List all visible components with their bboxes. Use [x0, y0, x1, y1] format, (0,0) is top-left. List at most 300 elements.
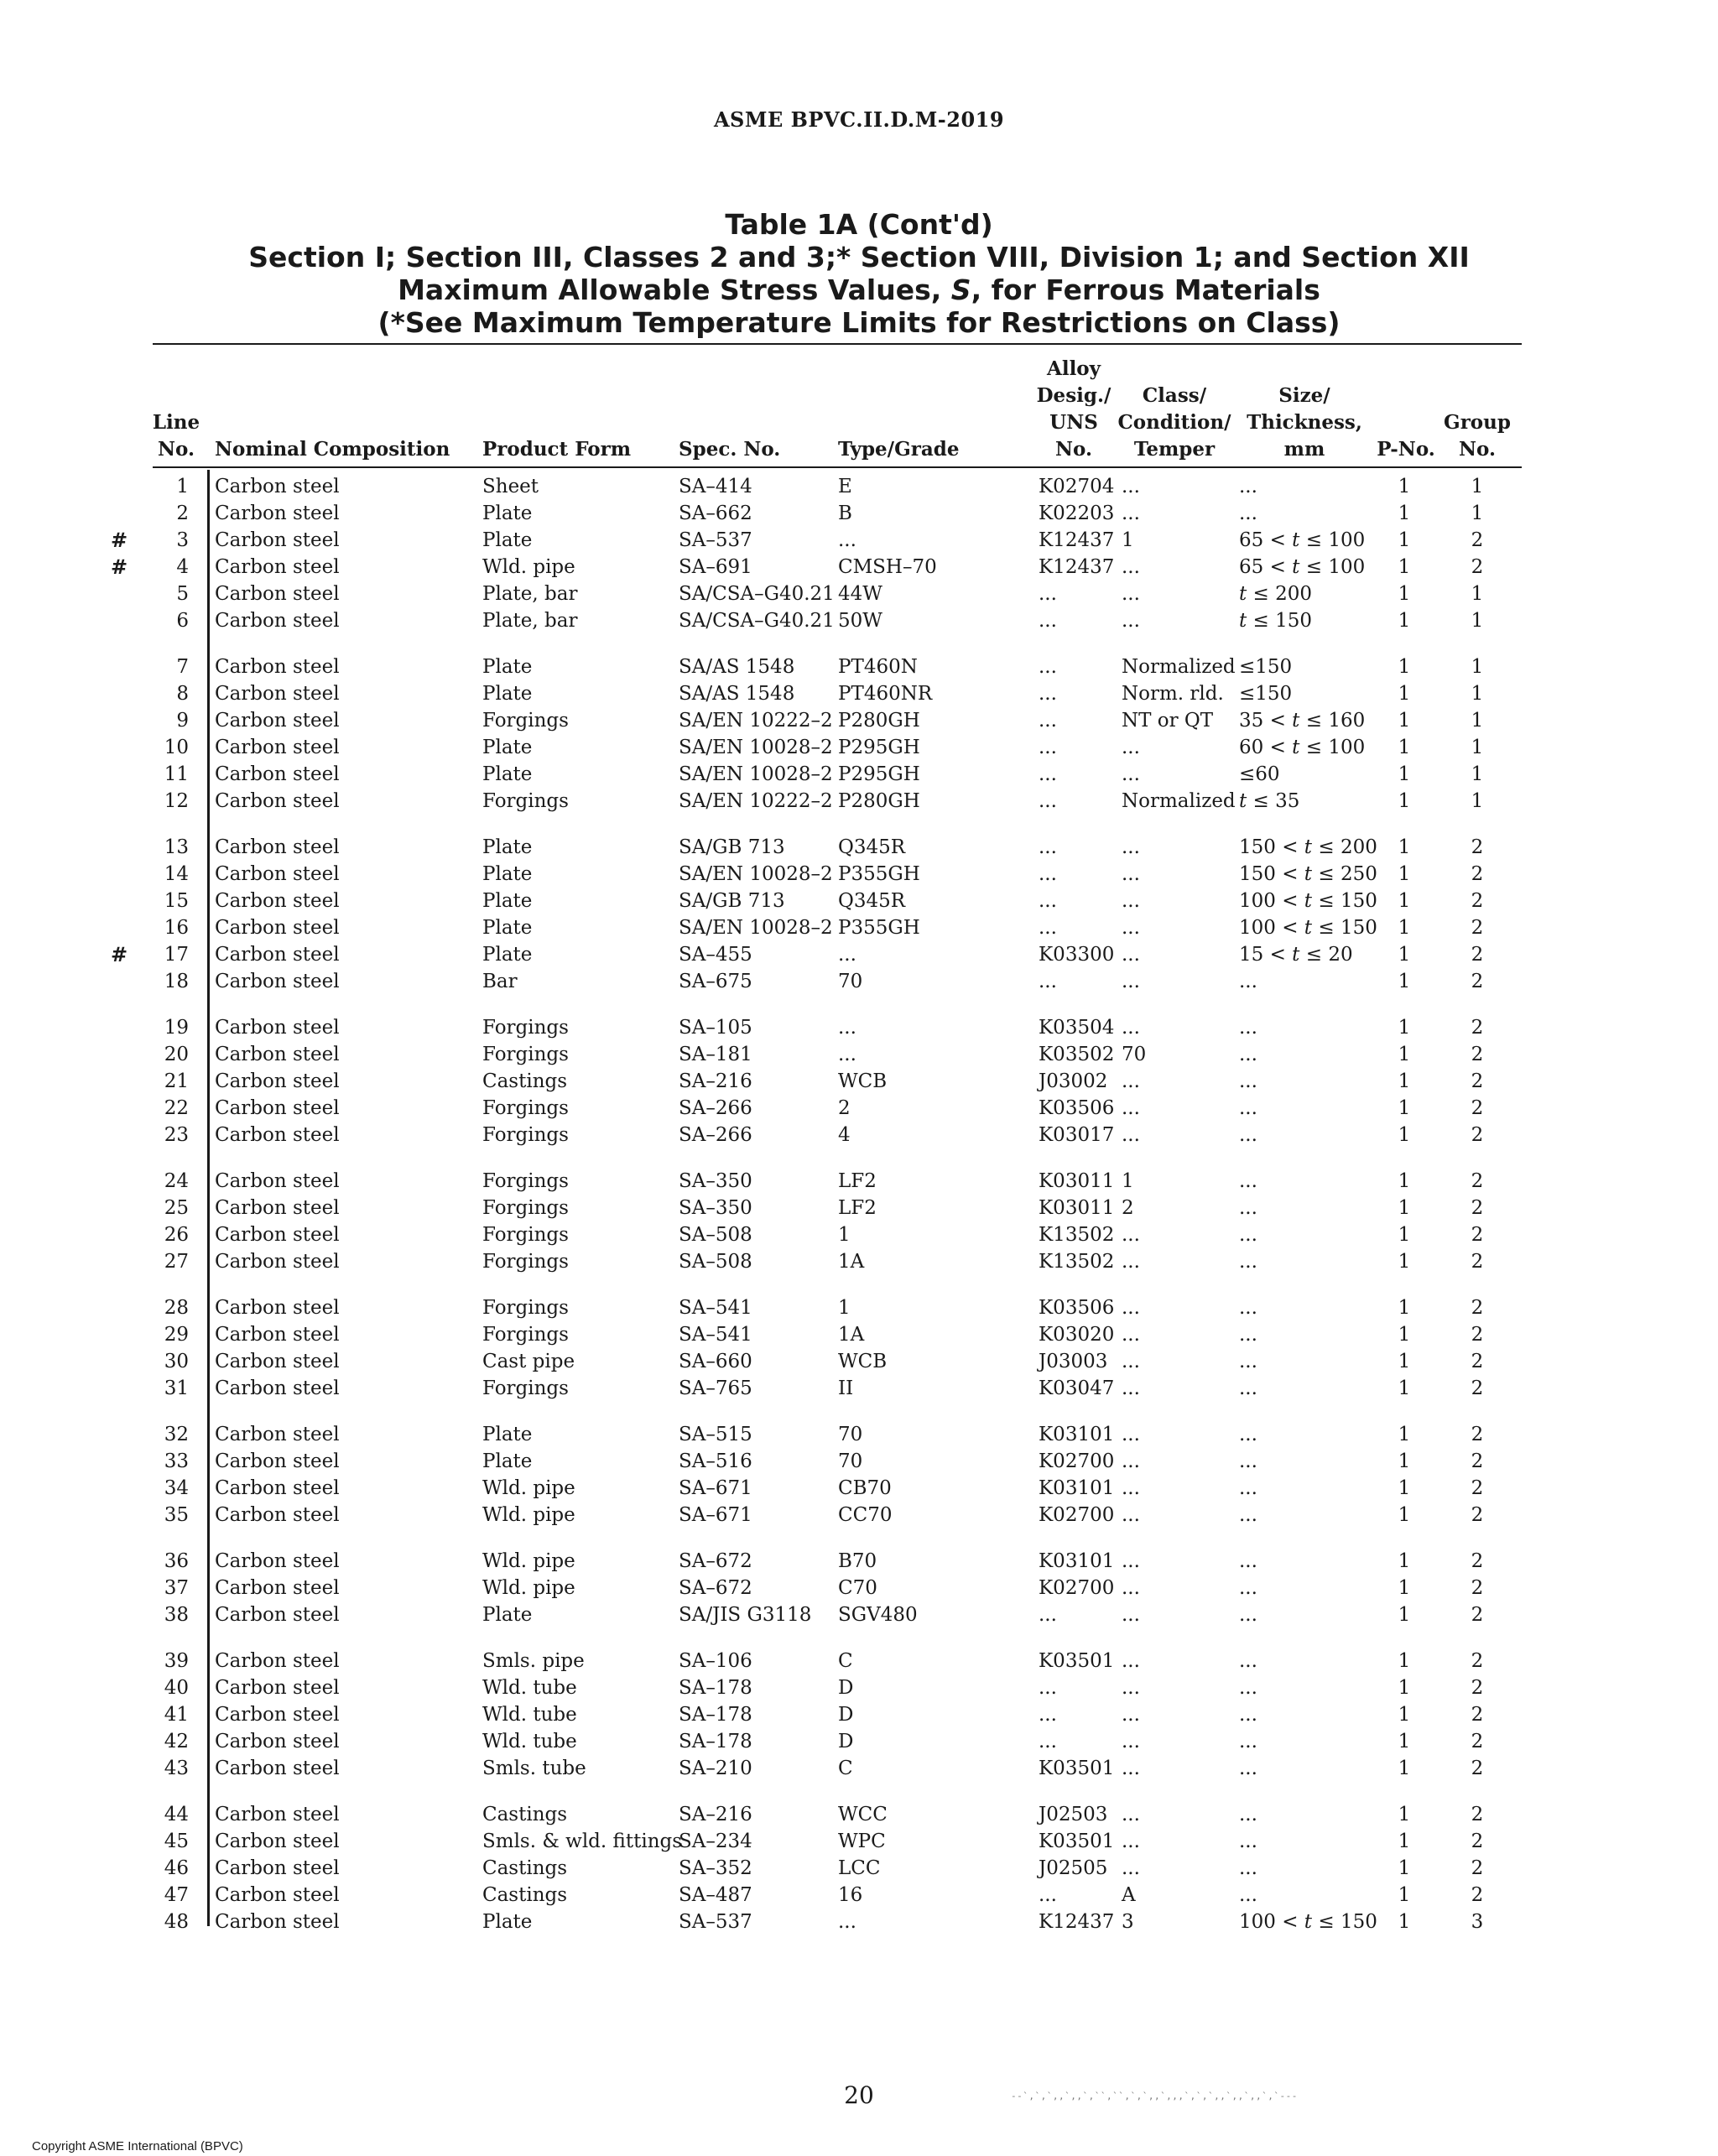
cell-nominal-composition: Carbon steel — [215, 610, 340, 632]
cell-product-form: Wld. tube — [482, 1731, 577, 1752]
cell-spec-no: SA–671 — [679, 1477, 752, 1499]
cell-nominal-composition: Carbon steel — [215, 1577, 340, 1599]
cell-nominal-composition: Carbon steel — [215, 1424, 340, 1445]
cell-product-form: Plate, bar — [482, 610, 578, 632]
table-row — [0, 1095, 1718, 1122]
cell-p-no: 1 — [1398, 1251, 1411, 1273]
cell-uns-no: K02700 — [1039, 1504, 1115, 1526]
cell-spec-no: SA–515 — [679, 1424, 752, 1445]
cell-class-condition: ... — [1122, 1324, 1140, 1346]
cell-size-thickness: ... — [1239, 1251, 1257, 1273]
cell-type-grade: P280GH — [838, 790, 920, 812]
cell-class-condition: ... — [1122, 476, 1140, 497]
cell-product-form: Sheet — [482, 476, 539, 497]
cell-nominal-composition: Carbon steel — [215, 1650, 340, 1672]
cell-size-thickness: ≤60 — [1239, 763, 1280, 785]
col-head-text: P-No. — [1377, 438, 1435, 461]
cell-product-form: Forgings — [482, 1170, 569, 1192]
cell-uns-no: K03504 — [1039, 1017, 1115, 1039]
cell-uns-no: ... — [1039, 971, 1057, 992]
cell-group-no: 2 — [1471, 1650, 1484, 1672]
cell-type-grade: Q345R — [838, 890, 906, 912]
cell-p-no: 1 — [1398, 1857, 1411, 1879]
cell-line-no: 18 — [164, 971, 189, 992]
table-row — [0, 834, 1718, 861]
cell-uns-no: ... — [1039, 737, 1057, 758]
cell-spec-no: SA/EN 10028–2 — [679, 917, 833, 939]
cell-product-form: Plate — [482, 529, 533, 551]
cell-product-form: Plate — [482, 1450, 533, 1472]
cell-type-grade: SGV480 — [838, 1604, 918, 1626]
cell-class-condition: ... — [1122, 556, 1140, 578]
cell-line-no: 3 — [176, 529, 189, 551]
table-row — [0, 707, 1718, 734]
cell-line-no: 31 — [164, 1377, 189, 1399]
cell-nominal-composition: Carbon steel — [215, 1097, 340, 1119]
cell-type-grade: LCC — [838, 1857, 881, 1879]
cell-size-thickness: 100 < t ≤ 150 — [1239, 917, 1377, 939]
cell-nominal-composition: Carbon steel — [215, 1170, 340, 1192]
col-head-text: Group — [1444, 411, 1511, 434]
cell-spec-no: SA–691 — [679, 556, 752, 578]
cell-group-no: 2 — [1471, 1857, 1484, 1879]
cell-class-condition: ... — [1122, 1351, 1140, 1372]
cell-line-no: 17 — [164, 944, 189, 966]
cell-line-no: 15 — [164, 890, 189, 912]
cell-line-no: 13 — [164, 836, 189, 858]
cell-spec-no: SA/EN 10028–2 — [679, 763, 833, 785]
table-row — [0, 968, 1718, 995]
cell-p-no: 1 — [1398, 1477, 1411, 1499]
cell-class-condition: ... — [1122, 917, 1140, 939]
cell-uns-no: K03101 — [1039, 1424, 1115, 1445]
cell-p-no: 1 — [1398, 1324, 1411, 1346]
cell-spec-no: SA–541 — [679, 1324, 752, 1346]
cell-uns-no: K02700 — [1039, 1450, 1115, 1472]
cell-group-no: 2 — [1471, 836, 1484, 858]
cell-group-no: 1 — [1471, 710, 1484, 732]
cell-nominal-composition: Carbon steel — [215, 476, 340, 497]
cell-p-no: 1 — [1398, 1351, 1411, 1372]
cell-p-no: 1 — [1398, 1577, 1411, 1599]
cell-class-condition: ... — [1122, 1504, 1140, 1526]
cell-product-form: Castings — [482, 1857, 568, 1879]
cell-product-form: Smls. & wld. fittings — [482, 1831, 683, 1852]
cell-product-form: Forgings — [482, 1097, 569, 1119]
cell-spec-no: SA/EN 10222–2 — [679, 790, 833, 812]
cell-nominal-composition: Carbon steel — [215, 1831, 340, 1852]
cell-product-form: Wld. pipe — [482, 1477, 575, 1499]
cell-spec-no: SA–672 — [679, 1550, 752, 1572]
cell-spec-no: SA/CSA–G40.21 — [679, 610, 835, 632]
table-title-line1: Table 1A (Cont'd) — [725, 208, 993, 241]
cell-uns-no: ... — [1039, 863, 1057, 885]
table-row — [0, 1909, 1718, 1935]
cell-class-condition: ... — [1122, 763, 1140, 785]
cell-line-no: 35 — [164, 1504, 189, 1526]
cell-class-condition: ... — [1122, 1297, 1140, 1319]
cell-uns-no: K03502 — [1039, 1044, 1115, 1065]
cell-product-form: Forgings — [482, 710, 569, 732]
cell-product-form: Forgings — [482, 1224, 569, 1246]
cell-class-condition: ... — [1122, 1224, 1140, 1246]
cell-group-no: 2 — [1471, 971, 1484, 992]
cell-spec-no: SA–537 — [679, 529, 752, 551]
cell-class-condition: ... — [1122, 890, 1140, 912]
cell-size-thickness: ... — [1239, 1831, 1257, 1852]
cell-type-grade: CC70 — [838, 1504, 893, 1526]
cell-group-no: 2 — [1471, 1804, 1484, 1825]
cell-size-thickness: 150 < t ≤ 200 — [1239, 836, 1377, 858]
table-body — [0, 473, 1718, 1935]
cell-p-no: 1 — [1398, 971, 1411, 992]
col-head-product-form — [482, 436, 631, 463]
cell-size-thickness: ... — [1239, 1070, 1257, 1092]
cell-product-form: Smls. tube — [482, 1758, 586, 1779]
cell-group-no: 2 — [1471, 863, 1484, 885]
cell-type-grade: C — [838, 1650, 853, 1672]
cell-group-no: 2 — [1471, 1831, 1484, 1852]
cell-spec-no: SA/GB 713 — [679, 836, 785, 858]
cell-group-no: 1 — [1471, 763, 1484, 785]
cell-line-no: 21 — [164, 1070, 189, 1092]
cell-size-thickness: 65 < t ≤ 100 — [1239, 529, 1366, 551]
cell-size-thickness: 15 < t ≤ 20 — [1239, 944, 1353, 966]
cell-class-condition: ... — [1122, 1758, 1140, 1779]
cell-line-no: 7 — [176, 656, 189, 678]
cell-line-no: 33 — [164, 1450, 189, 1472]
cell-line-no: 36 — [164, 1550, 189, 1572]
cell-group-no: 2 — [1471, 1324, 1484, 1346]
cell-size-thickness: ... — [1239, 1758, 1257, 1779]
cell-uns-no: K02700 — [1039, 1577, 1115, 1599]
cell-p-no: 1 — [1398, 1831, 1411, 1852]
cell-spec-no: SA–210 — [679, 1758, 752, 1779]
table-row — [0, 1674, 1718, 1701]
cell-class-condition: ... — [1122, 1097, 1140, 1119]
cell-p-no: 1 — [1398, 1704, 1411, 1726]
cell-p-no: 1 — [1398, 1677, 1411, 1699]
cell-size-thickness: ... — [1239, 1504, 1257, 1526]
cell-p-no: 1 — [1398, 863, 1411, 885]
table-row — [0, 1321, 1718, 1348]
cell-class-condition: Norm. rld. — [1122, 683, 1224, 705]
col-head-type-grade — [838, 436, 959, 463]
cell-line-no: 9 — [176, 710, 189, 732]
cell-nominal-composition: Carbon steel — [215, 1017, 340, 1039]
cell-product-form: Plate — [482, 1604, 533, 1626]
cell-product-form: Plate — [482, 836, 533, 858]
cell-line-no: 8 — [176, 683, 189, 705]
cell-class-condition: ... — [1122, 1017, 1140, 1039]
cell-line-no: 41 — [164, 1704, 189, 1726]
cell-type-grade: 1A — [838, 1324, 865, 1346]
col-head-text: Desig./ — [1036, 384, 1111, 407]
cell-uns-no: ... — [1039, 1884, 1057, 1906]
cell-product-form: Plate — [482, 1911, 533, 1933]
cell-class-condition: ... — [1122, 944, 1140, 966]
table-row — [0, 1801, 1718, 1828]
cell-nominal-composition: Carbon steel — [215, 917, 340, 939]
cell-p-no: 1 — [1398, 1731, 1411, 1752]
cell-group-no: 2 — [1471, 890, 1484, 912]
revision-mark: # — [111, 529, 128, 552]
cell-group-no: 2 — [1471, 1577, 1484, 1599]
cell-line-no: 2 — [176, 503, 189, 524]
table-row — [0, 607, 1718, 634]
cell-type-grade: 70 — [838, 1424, 863, 1445]
col-head-text: Alloy — [1046, 357, 1101, 380]
cell-spec-no: SA–178 — [679, 1731, 752, 1752]
cell-group-no: 2 — [1471, 1884, 1484, 1906]
cell-size-thickness: ... — [1239, 1650, 1257, 1672]
cell-spec-no: SA/EN 10028–2 — [679, 863, 833, 885]
cell-product-form: Wld. pipe — [482, 1577, 575, 1599]
cell-type-grade: II — [838, 1377, 854, 1399]
cell-uns-no: J03003 — [1039, 1351, 1108, 1372]
cell-spec-no: SA–216 — [679, 1070, 752, 1092]
cell-product-form: Plate — [482, 917, 533, 939]
cell-product-form: Forgings — [482, 1324, 569, 1346]
cell-group-no: 2 — [1471, 1017, 1484, 1039]
cell-uns-no: ... — [1039, 1731, 1057, 1752]
cell-nominal-composition: Carbon steel — [215, 971, 340, 992]
cell-nominal-composition: Carbon steel — [215, 1224, 340, 1246]
cell-size-thickness: 60 < t ≤ 100 — [1239, 737, 1366, 758]
cell-p-no: 1 — [1398, 944, 1411, 966]
cell-nominal-composition: Carbon steel — [215, 790, 340, 812]
cell-size-thickness: ≤150 — [1239, 656, 1293, 678]
cell-uns-no: ... — [1039, 710, 1057, 732]
table-row — [0, 1168, 1718, 1195]
cell-size-thickness: 65 < t ≤ 100 — [1239, 556, 1366, 578]
table-row — [0, 1648, 1718, 1674]
cell-p-no: 1 — [1398, 1224, 1411, 1246]
cell-nominal-composition: Carbon steel — [215, 1884, 340, 1906]
cell-p-no: 1 — [1398, 583, 1411, 605]
cell-group-no: 2 — [1471, 1450, 1484, 1472]
cell-spec-no: SA–508 — [679, 1251, 752, 1273]
cell-class-condition: ... — [1122, 1251, 1140, 1273]
cell-class-condition: ... — [1122, 1831, 1140, 1852]
cell-nominal-composition: Carbon steel — [215, 1604, 340, 1626]
cell-type-grade: 1 — [838, 1297, 851, 1319]
cell-spec-no: SA/EN 10028–2 — [679, 737, 833, 758]
cell-line-no: 28 — [164, 1297, 189, 1319]
cell-type-grade: C — [838, 1758, 853, 1779]
col-head-text: No. — [158, 438, 195, 461]
cell-size-thickness: ... — [1239, 1731, 1257, 1752]
cell-group-no: 2 — [1471, 1758, 1484, 1779]
cell-p-no: 1 — [1398, 890, 1411, 912]
cell-line-no: 20 — [164, 1044, 189, 1065]
cell-type-grade: PT460N — [838, 656, 918, 678]
cell-class-condition: NT or QT — [1122, 710, 1214, 732]
cell-type-grade: Q345R — [838, 836, 906, 858]
cell-group-no: 2 — [1471, 1677, 1484, 1699]
cell-uns-no: ... — [1039, 1704, 1057, 1726]
cell-product-form: Plate — [482, 737, 533, 758]
cell-spec-no: SA–671 — [679, 1504, 752, 1526]
col-head-text: UNS — [1049, 411, 1098, 434]
cell-nominal-composition: Carbon steel — [215, 737, 340, 758]
cell-type-grade: B70 — [838, 1550, 877, 1572]
cell-line-no: 29 — [164, 1324, 189, 1346]
cell-size-thickness: ... — [1239, 1804, 1257, 1825]
cell-product-form: Plate — [482, 683, 533, 705]
col-head-text: Size/ — [1278, 384, 1330, 407]
cell-nominal-composition: Carbon steel — [215, 1377, 340, 1399]
cell-nominal-composition: Carbon steel — [215, 503, 340, 524]
cell-size-thickness: ... — [1239, 1450, 1257, 1472]
table-row — [0, 761, 1718, 788]
cell-uns-no: ... — [1039, 890, 1057, 912]
cell-p-no: 1 — [1398, 917, 1411, 939]
col-head-text: Class/ — [1142, 384, 1207, 407]
col-head-size-thickness — [1242, 383, 1367, 463]
cell-group-no: 2 — [1471, 917, 1484, 939]
cell-nominal-composition: Carbon steel — [215, 890, 340, 912]
cell-uns-no: ... — [1039, 917, 1057, 939]
cell-spec-no: SA/JIS G3118 — [679, 1604, 812, 1626]
table-row — [0, 500, 1718, 527]
cell-nominal-composition: Carbon steel — [215, 1911, 340, 1933]
cell-nominal-composition: Carbon steel — [215, 1070, 340, 1092]
cell-uns-no: K03020 — [1039, 1324, 1115, 1346]
cell-uns-no: K03011 — [1039, 1197, 1115, 1219]
cell-nominal-composition: Carbon steel — [215, 1351, 340, 1372]
cell-nominal-composition: Carbon steel — [215, 863, 340, 885]
cell-size-thickness: ... — [1239, 1197, 1257, 1219]
cell-type-grade: P355GH — [838, 863, 920, 885]
cell-spec-no: SA/EN 10222–2 — [679, 710, 833, 732]
table-row — [0, 473, 1718, 500]
cell-class-condition: A — [1122, 1884, 1136, 1906]
cell-uns-no: K02704 — [1039, 476, 1115, 497]
cell-product-form: Plate, bar — [482, 583, 578, 605]
cell-p-no: 1 — [1398, 1450, 1411, 1472]
cell-p-no: 1 — [1398, 710, 1411, 732]
cell-nominal-composition: Carbon steel — [215, 944, 340, 966]
cell-group-no: 2 — [1471, 1297, 1484, 1319]
cell-class-condition: ... — [1122, 1450, 1140, 1472]
cell-type-grade: LF2 — [838, 1197, 877, 1219]
cell-group-no: 2 — [1471, 944, 1484, 966]
cell-p-no: 1 — [1398, 656, 1411, 678]
cell-type-grade: 2 — [838, 1097, 851, 1119]
cell-type-grade: PT460NR — [838, 683, 933, 705]
cell-group-no: 1 — [1471, 503, 1484, 524]
cell-type-grade: E — [838, 476, 852, 497]
col-head-text: No. — [1055, 438, 1092, 461]
cell-class-condition: 70 — [1122, 1044, 1147, 1065]
table-row — [0, 1375, 1718, 1402]
cell-size-thickness: ... — [1239, 1704, 1257, 1726]
cell-size-thickness: 150 < t ≤ 250 — [1239, 863, 1377, 885]
cell-group-no: 2 — [1471, 529, 1484, 551]
col-head-text: Product Form — [482, 438, 632, 461]
cell-p-no: 1 — [1398, 1197, 1411, 1219]
col-head-text: No. — [1459, 438, 1496, 461]
cell-product-form: Plate — [482, 656, 533, 678]
cell-product-form: Plate — [482, 763, 533, 785]
cell-type-grade: 16 — [838, 1884, 863, 1906]
cell-group-no: 2 — [1471, 1044, 1484, 1065]
cell-size-thickness: ... — [1239, 1550, 1257, 1572]
cell-nominal-composition: Carbon steel — [215, 1450, 340, 1472]
cell-product-form: Wld. pipe — [482, 1550, 575, 1572]
cell-spec-no: SA–234 — [679, 1831, 752, 1852]
cell-nominal-composition: Carbon steel — [215, 1857, 340, 1879]
cell-p-no: 1 — [1398, 1170, 1411, 1192]
cell-size-thickness: ... — [1239, 1477, 1257, 1499]
cell-group-no: 2 — [1471, 1424, 1484, 1445]
cell-p-no: 1 — [1398, 1070, 1411, 1092]
cell-nominal-composition: Carbon steel — [215, 1550, 340, 1572]
cell-class-condition: ... — [1122, 1704, 1140, 1726]
cell-uns-no: ... — [1039, 836, 1057, 858]
header-rule — [153, 466, 1522, 468]
cell-uns-no: K13502 — [1039, 1224, 1115, 1246]
cell-product-form: Forgings — [482, 1377, 569, 1399]
cell-class-condition: Normalized — [1122, 790, 1236, 812]
cell-product-form: Forgings — [482, 1017, 569, 1039]
cell-type-grade: B — [838, 503, 852, 524]
cell-uns-no: K03501 — [1039, 1758, 1115, 1779]
table-row — [0, 1122, 1718, 1148]
table-row — [0, 1248, 1718, 1275]
cell-uns-no: K02203 — [1039, 503, 1115, 524]
table-row — [0, 527, 1718, 554]
cell-type-grade: CMSH–70 — [838, 556, 937, 578]
cell-uns-no: ... — [1039, 1604, 1057, 1626]
cell-class-condition: ... — [1122, 1377, 1140, 1399]
col-head-group-no — [1439, 409, 1515, 463]
cell-spec-no: SA–216 — [679, 1804, 752, 1825]
cell-line-no: 19 — [164, 1017, 189, 1039]
table-row — [0, 1041, 1718, 1068]
cell-class-condition: ... — [1122, 1650, 1140, 1672]
cell-class-condition: ... — [1122, 1124, 1140, 1146]
cell-line-no: 48 — [164, 1911, 189, 1933]
cell-group-no: 2 — [1471, 1377, 1484, 1399]
cell-size-thickness: ... — [1239, 1324, 1257, 1346]
col-head-line-no — [151, 409, 201, 463]
table-row — [0, 1475, 1718, 1502]
cell-class-condition: 3 — [1122, 1911, 1134, 1933]
cell-spec-no: SA–672 — [679, 1577, 752, 1599]
cell-uns-no: ... — [1039, 763, 1057, 785]
cell-spec-no: SA–181 — [679, 1044, 752, 1065]
cell-line-no: 47 — [164, 1884, 189, 1906]
cell-class-condition: Normalized — [1122, 656, 1236, 678]
cell-nominal-composition: Carbon steel — [215, 556, 340, 578]
cell-class-condition: ... — [1122, 1604, 1140, 1626]
cell-line-no: 45 — [164, 1831, 189, 1852]
table-row — [0, 1601, 1718, 1628]
cell-p-no: 1 — [1398, 1758, 1411, 1779]
cell-line-no: 30 — [164, 1351, 189, 1372]
cell-line-no: 34 — [164, 1477, 189, 1499]
cell-type-grade: ... — [838, 1911, 856, 1933]
col-head-text: Spec. No. — [679, 438, 781, 461]
cell-spec-no: SA–662 — [679, 503, 752, 524]
cell-line-no: 46 — [164, 1857, 189, 1879]
cell-line-no: 26 — [164, 1224, 189, 1246]
revision-mark: # — [111, 555, 128, 579]
cell-line-no: 40 — [164, 1677, 189, 1699]
cell-spec-no: SA–350 — [679, 1170, 752, 1192]
